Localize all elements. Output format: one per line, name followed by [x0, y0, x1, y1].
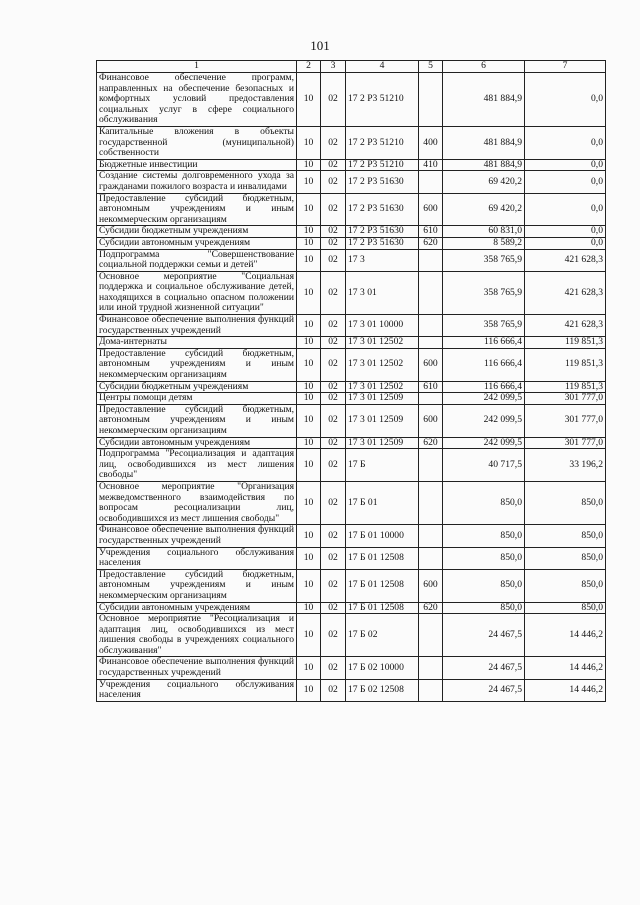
subsection-code-cell: 02 [321, 159, 346, 171]
target-article-cell: 17 Б 02 12508 [346, 679, 419, 701]
section-code-cell: 10 [297, 404, 321, 437]
subsection-code-cell: 02 [321, 271, 346, 314]
target-article-cell: 17 3 01 10000 [346, 315, 419, 337]
expense-type-cell: 600 [419, 569, 443, 602]
row-name-cell: Финансовое обеспечение выполнения функций государственных учреждений [97, 525, 297, 547]
section-code-cell: 10 [297, 381, 321, 393]
amount-col6-cell: 242 099,5 [443, 404, 525, 437]
table-row [97, 437, 606, 449]
amount-col7-cell: 0,0 [525, 126, 606, 159]
expense-type-cell [419, 315, 443, 337]
target-article-cell: 17 3 [346, 249, 419, 271]
target-article-cell: 17 3 01 12502 [346, 348, 419, 381]
target-article-cell: 17 3 01 12509 [346, 437, 419, 449]
subsection-code-cell: 02 [321, 348, 346, 381]
row-name-cell: Предоставление субсидий бюджетным, автономным учреждениям и иным некоммерческим организациям [97, 193, 297, 226]
subsection-code-cell: 02 [321, 569, 346, 602]
section-code-cell: 10 [297, 171, 321, 193]
subsection-code-cell: 02 [321, 404, 346, 437]
section-code-cell: 10 [297, 481, 321, 524]
table-row [97, 237, 606, 249]
target-article-cell: 17 3 01 12509 [346, 393, 419, 405]
expense-type-cell: 620 [419, 602, 443, 614]
section-code-cell: 10 [297, 569, 321, 602]
expense-type-cell: 600 [419, 348, 443, 381]
row-name-cell: Субсидии автономным учреждениям [97, 602, 297, 614]
amount-col6-cell: 850,0 [443, 569, 525, 602]
table-row [97, 381, 606, 393]
row-name-cell: Создание системы долговременного ухода за гражданами пожилого возраста и инвалидами [97, 171, 297, 193]
amount-col6-cell: 116 666,4 [443, 348, 525, 381]
amount-col7-cell: 0,0 [525, 73, 606, 127]
target-article-cell: 17 2 Р3 51630 [346, 237, 419, 249]
table-row [97, 73, 606, 127]
section-code-cell: 10 [297, 73, 321, 127]
target-article-cell: 17 Б 01 12508 [346, 569, 419, 602]
table-row [97, 249, 606, 271]
amount-col6-cell: 60 831,0 [443, 226, 525, 238]
table-row [97, 337, 606, 349]
row-name-cell: Основное мероприятие "Социальная поддержка и социальное обслуживание детей, находящихся в социально опасном положении или иной трудной жизненной ситуации" [97, 271, 297, 314]
expense-type-cell [419, 73, 443, 127]
amount-col7-cell: 850,0 [525, 481, 606, 524]
header-cell: 3 [321, 61, 346, 73]
table-row [97, 315, 606, 337]
row-name-cell: Учреждения социального обслуживания населения [97, 547, 297, 569]
row-name-cell: Субсидии бюджетным учреждениям [97, 381, 297, 393]
target-article-cell: 17 Б 01 12508 [346, 547, 419, 569]
section-code-cell: 10 [297, 249, 321, 271]
table-row [97, 525, 606, 547]
target-article-cell: 17 Б 02 10000 [346, 657, 419, 679]
table-row [97, 481, 606, 524]
table-row [97, 226, 606, 238]
row-name-cell: Дома-интернаты [97, 337, 297, 349]
table-row [97, 569, 606, 602]
table-row [97, 126, 606, 159]
row-name-cell: Центры помощи детям [97, 393, 297, 405]
header-cell: 1 [97, 61, 297, 73]
target-article-cell: 17 2 Р3 51210 [346, 159, 419, 171]
subsection-code-cell: 02 [321, 315, 346, 337]
amount-col6-cell: 8 589,2 [443, 237, 525, 249]
table-row [97, 271, 606, 314]
amount-col7-cell: 14 446,2 [525, 679, 606, 701]
expense-type-cell: 620 [419, 237, 443, 249]
header-cell: 4 [346, 61, 419, 73]
amount-col6-cell: 358 765,9 [443, 249, 525, 271]
subsection-code-cell: 02 [321, 525, 346, 547]
row-name-cell: Бюджетные инвестиции [97, 159, 297, 171]
expense-type-cell: 610 [419, 226, 443, 238]
amount-col6-cell: 358 765,9 [443, 271, 525, 314]
subsection-code-cell: 02 [321, 657, 346, 679]
budget-table [96, 60, 606, 702]
target-article-cell: 17 2 Р3 51210 [346, 126, 419, 159]
table-row [97, 193, 606, 226]
amount-col6-cell: 850,0 [443, 602, 525, 614]
amount-col6-cell: 69 420,2 [443, 193, 525, 226]
amount-col6-cell: 69 420,2 [443, 171, 525, 193]
row-name-cell: Подпрограмма "Совершенствование социальной поддержки семьи и детей" [97, 249, 297, 271]
amount-col6-cell: 242 099,5 [443, 437, 525, 449]
amount-col6-cell: 481 884,9 [443, 159, 525, 171]
target-article-cell: 17 2 Р3 51630 [346, 193, 419, 226]
expense-type-cell: 610 [419, 381, 443, 393]
expense-type-cell: 400 [419, 126, 443, 159]
expense-type-cell: 620 [419, 437, 443, 449]
table-row [97, 171, 606, 193]
amount-col6-cell: 850,0 [443, 525, 525, 547]
amount-col7-cell: 0,0 [525, 159, 606, 171]
expense-type-cell [419, 271, 443, 314]
target-article-cell: 17 Б 01 [346, 481, 419, 524]
section-code-cell: 10 [297, 525, 321, 547]
section-code-cell: 10 [297, 657, 321, 679]
subsection-code-cell: 02 [321, 193, 346, 226]
amount-col7-cell: 14 446,2 [525, 614, 606, 657]
page-number: 101 [310, 38, 330, 53]
target-article-cell: 17 2 Р3 51630 [346, 226, 419, 238]
amount-col6-cell: 850,0 [443, 481, 525, 524]
section-code-cell: 10 [297, 679, 321, 701]
table-row [97, 547, 606, 569]
subsection-code-cell: 02 [321, 481, 346, 524]
subsection-code-cell: 02 [321, 449, 346, 482]
subsection-code-cell: 02 [321, 126, 346, 159]
section-code-cell: 10 [297, 159, 321, 171]
subsection-code-cell: 02 [321, 547, 346, 569]
amount-col6-cell: 116 666,4 [443, 337, 525, 349]
row-name-cell: Предоставление субсидий бюджетным, автономным учреждениям и иным некоммерческим организациям [97, 404, 297, 437]
amount-col6-cell: 116 666,4 [443, 381, 525, 393]
section-code-cell: 10 [297, 393, 321, 405]
amount-col7-cell: 850,0 [525, 602, 606, 614]
subsection-code-cell: 02 [321, 73, 346, 127]
amount-col7-cell: 0,0 [525, 193, 606, 226]
section-code-cell: 10 [297, 348, 321, 381]
expense-type-cell: 600 [419, 193, 443, 226]
section-code-cell: 10 [297, 614, 321, 657]
header-cell: 2 [297, 61, 321, 73]
section-code-cell: 10 [297, 437, 321, 449]
expense-type-cell [419, 547, 443, 569]
row-name-cell: Финансовое обеспечение программ, направленных на обеспечение безопасных и комфортных условий предоставления социальных услуг в сфере социального обслуживания [97, 73, 297, 127]
target-article-cell: 17 3 01 12502 [346, 337, 419, 349]
target-article-cell: 17 2 Р3 51210 [346, 73, 419, 127]
amount-col7-cell: 119 851,3 [525, 337, 606, 349]
subsection-code-cell: 02 [321, 602, 346, 614]
section-code-cell: 10 [297, 315, 321, 337]
subsection-code-cell: 02 [321, 171, 346, 193]
amount-col7-cell: 119 851,3 [525, 348, 606, 381]
row-name-cell: Подпрограмма "Ресоциализация и адаптация лиц, освободившихся из мест лишения свободы" [97, 449, 297, 482]
row-name-cell: Предоставление субсидий бюджетным, автономным учреждениям и иным некоммерческим организациям [97, 348, 297, 381]
target-article-cell: 17 Б 01 12508 [346, 602, 419, 614]
amount-col6-cell: 481 884,9 [443, 73, 525, 127]
row-name-cell: Основное мероприятие "Организация межведомственного взаимодействия по вопросам ресоциализации лиц, освободившихся из мест лишения свободы" [97, 481, 297, 524]
amount-col6-cell: 850,0 [443, 547, 525, 569]
section-code-cell: 10 [297, 547, 321, 569]
section-code-cell: 10 [297, 602, 321, 614]
amount-col7-cell: 14 446,2 [525, 657, 606, 679]
section-code-cell: 10 [297, 337, 321, 349]
row-name-cell: Учреждения социального обслуживания населения [97, 679, 297, 701]
expense-type-cell [419, 337, 443, 349]
amount-col7-cell: 421 628,3 [525, 271, 606, 314]
amount-col6-cell: 24 467,5 [443, 657, 525, 679]
section-code-cell: 10 [297, 193, 321, 226]
row-name-cell: Субсидии автономным учреждениям [97, 437, 297, 449]
amount-col6-cell: 40 717,5 [443, 449, 525, 482]
amount-col7-cell: 301 777,0 [525, 437, 606, 449]
row-name-cell: Предоставление субсидий бюджетным, автономным учреждениям и иным некоммерческим организациям [97, 569, 297, 602]
table-row [97, 614, 606, 657]
expense-type-cell [419, 525, 443, 547]
amount-col7-cell: 0,0 [525, 237, 606, 249]
header-row [97, 61, 606, 73]
amount-col7-cell: 0,0 [525, 171, 606, 193]
subsection-code-cell: 02 [321, 393, 346, 405]
amount-col7-cell: 301 777,0 [525, 404, 606, 437]
amount-col7-cell: 421 628,3 [525, 315, 606, 337]
section-code-cell: 10 [297, 237, 321, 249]
amount-col6-cell: 242 099,5 [443, 393, 525, 405]
target-article-cell: 17 3 01 [346, 271, 419, 314]
row-name-cell: Финансовое обеспечение выполнения функций государственных учреждений [97, 657, 297, 679]
expense-type-cell: 410 [419, 159, 443, 171]
target-article-cell: 17 Б 02 [346, 614, 419, 657]
subsection-code-cell: 02 [321, 237, 346, 249]
section-code-cell: 10 [297, 449, 321, 482]
header-cell: 6 [443, 61, 525, 73]
target-article-cell: 17 3 01 12502 [346, 381, 419, 393]
target-article-cell: 17 3 01 12509 [346, 404, 419, 437]
expense-type-cell: 600 [419, 404, 443, 437]
header-cell: 5 [419, 61, 443, 73]
expense-type-cell [419, 393, 443, 405]
subsection-code-cell: 02 [321, 249, 346, 271]
table-row [97, 348, 606, 381]
amount-col7-cell: 33 196,2 [525, 449, 606, 482]
target-article-cell: 17 Б 01 10000 [346, 525, 419, 547]
expense-type-cell [419, 614, 443, 657]
subsection-code-cell: 02 [321, 614, 346, 657]
table-row [97, 657, 606, 679]
expense-type-cell [419, 171, 443, 193]
subsection-code-cell: 02 [321, 679, 346, 701]
subsection-code-cell: 02 [321, 337, 346, 349]
section-code-cell: 10 [297, 126, 321, 159]
table-row [97, 404, 606, 437]
amount-col6-cell: 358 765,9 [443, 315, 525, 337]
expense-type-cell [419, 657, 443, 679]
table-row [97, 679, 606, 701]
table-row [97, 159, 606, 171]
amount-col7-cell: 0,0 [525, 226, 606, 238]
amount-col6-cell: 24 467,5 [443, 614, 525, 657]
amount-col7-cell: 421 628,3 [525, 249, 606, 271]
expense-type-cell [419, 449, 443, 482]
amount-col7-cell: 301 777,0 [525, 393, 606, 405]
table-row [97, 393, 606, 405]
section-code-cell: 10 [297, 226, 321, 238]
row-name-cell: Финансовое обеспечение выполнения функций государственных учреждений [97, 315, 297, 337]
row-name-cell: Основное мероприятие "Ресоциализация и адаптация лиц, освободившихся из мест лишения свободы в учреждениях социального обслуживания" [97, 614, 297, 657]
table-row [97, 602, 606, 614]
header-cell: 7 [525, 61, 606, 73]
subsection-code-cell: 02 [321, 381, 346, 393]
amount-col7-cell: 850,0 [525, 547, 606, 569]
amount-col7-cell: 850,0 [525, 569, 606, 602]
target-article-cell: 17 Б [346, 449, 419, 482]
table-row [97, 449, 606, 482]
section-code-cell: 10 [297, 271, 321, 314]
row-name-cell: Субсидии автономным учреждениям [97, 237, 297, 249]
row-name-cell: Субсидии бюджетным учреждениям [97, 226, 297, 238]
expense-type-cell [419, 679, 443, 701]
amount-col6-cell: 24 467,5 [443, 679, 525, 701]
subsection-code-cell: 02 [321, 437, 346, 449]
row-name-cell: Капитальные вложения в объекты государственной (муниципальной) собственности [97, 126, 297, 159]
expense-type-cell [419, 249, 443, 271]
amount-col7-cell: 850,0 [525, 525, 606, 547]
expense-type-cell [419, 481, 443, 524]
amount-col6-cell: 481 884,9 [443, 126, 525, 159]
amount-col7-cell: 119 851,3 [525, 381, 606, 393]
target-article-cell: 17 2 Р3 51630 [346, 171, 419, 193]
subsection-code-cell: 02 [321, 226, 346, 238]
